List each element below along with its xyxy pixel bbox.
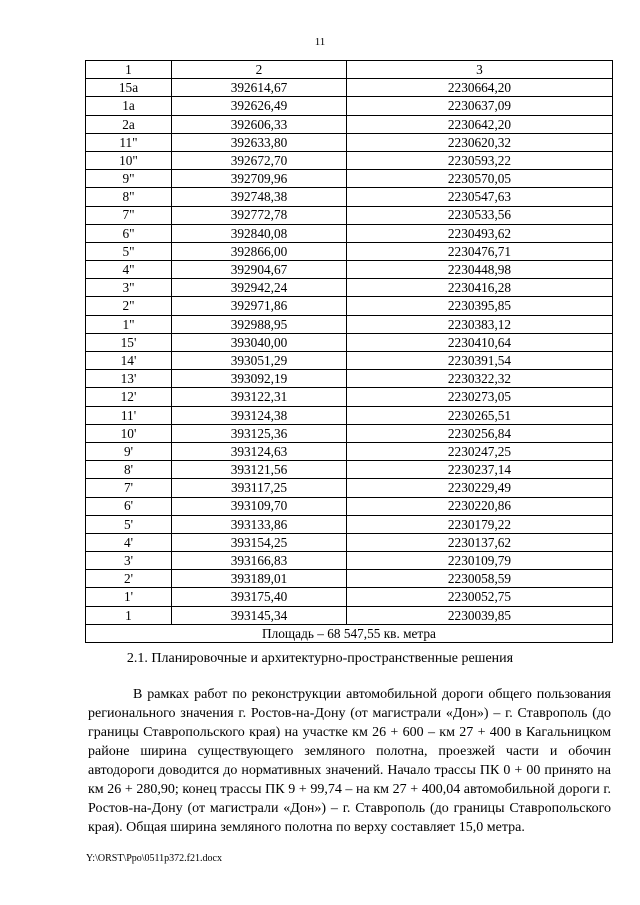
cell-point: 15а xyxy=(86,79,172,97)
body-paragraph: В рамках работ по реконструкции автомобильной дороги общего пользования регионального значения г. Ростов-на-Дону (от магистрали «Дон») – г. Ставрополь (до границы Ставропольского края) на участке км 26 + 600 – км 27 + 400 в Кагальницком районе ширина существующего земляного полотна, проезжей части и обочин автодороги доводится до нормативных значений. Начало трассы ПК 0 + 00 принято на км 26 + 280,90; конец трассы ПК 9 + 99,74 – на км 27 + 400,04 автомобильной дороги г. Ростов-на-Дону (от магистрали «Дон») – г. Ставрополь (до границы Ставропольского края). Общая ширина земляного полотна по верху составляет 15,0 метра. xyxy=(88,687,611,835)
table-row xyxy=(86,115,613,133)
cell-x: 392942,24 xyxy=(172,279,347,297)
cell-point: 10" xyxy=(86,151,172,169)
header-cell-point: 1 xyxy=(86,61,172,79)
page-number: 11 xyxy=(314,36,326,48)
cell-point: 6' xyxy=(86,497,172,515)
cell-y: 2230493,62 xyxy=(347,224,613,242)
table-row xyxy=(86,442,613,460)
cell-point: 1' xyxy=(86,588,172,606)
cell-point: 1" xyxy=(86,315,172,333)
cell-point: 2а xyxy=(86,115,172,133)
cell-point: 3" xyxy=(86,279,172,297)
cell-point: 2' xyxy=(86,570,172,588)
table-row xyxy=(86,188,613,206)
cell-y: 2230137,62 xyxy=(347,533,613,551)
cell-point: 7" xyxy=(86,206,172,224)
cell-x: 393051,29 xyxy=(172,352,347,370)
cell-x: 393122,31 xyxy=(172,388,347,406)
cell-x: 392840,08 xyxy=(172,224,347,242)
cell-y: 2230395,85 xyxy=(347,297,613,315)
cell-x: 393117,25 xyxy=(172,479,347,497)
table-row xyxy=(86,533,613,551)
cell-y: 2230247,25 xyxy=(347,442,613,460)
cell-y: 2230383,12 xyxy=(347,315,613,333)
cell-x: 392971,86 xyxy=(172,297,347,315)
table-row xyxy=(86,79,613,97)
table-row xyxy=(86,497,613,515)
cell-y: 2230052,75 xyxy=(347,588,613,606)
file-path-footer: Y:\ORST\Ppo\0511p372.f21.docx xyxy=(86,853,222,864)
table-row xyxy=(86,406,613,424)
cell-y: 2230322,32 xyxy=(347,370,613,388)
cell-x: 393189,01 xyxy=(172,570,347,588)
cell-x: 393145,34 xyxy=(172,606,347,624)
cell-x: 392633,80 xyxy=(172,133,347,151)
cell-point: 5" xyxy=(86,242,172,260)
cell-y: 2230179,22 xyxy=(347,515,613,533)
cell-x: 393121,56 xyxy=(172,461,347,479)
cell-y: 2230265,51 xyxy=(347,406,613,424)
table-row xyxy=(86,224,613,242)
cell-y: 2230593,22 xyxy=(347,151,613,169)
table-row xyxy=(86,206,613,224)
table-row xyxy=(86,333,613,351)
cell-x: 393154,25 xyxy=(172,533,347,551)
table-row xyxy=(86,606,613,624)
header-cell-x: 2 xyxy=(172,61,347,79)
cell-y: 2230570,05 xyxy=(347,170,613,188)
cell-y: 2230476,71 xyxy=(347,242,613,260)
cell-x: 393109,70 xyxy=(172,497,347,515)
cell-point: 8' xyxy=(86,461,172,479)
cell-y: 2230391,54 xyxy=(347,352,613,370)
cell-x: 393040,00 xyxy=(172,333,347,351)
cell-point: 9' xyxy=(86,442,172,460)
table-row xyxy=(86,133,613,151)
cell-y: 2230620,32 xyxy=(347,133,613,151)
cell-y: 2230410,64 xyxy=(347,333,613,351)
table-row xyxy=(86,242,613,260)
cell-x: 392988,95 xyxy=(172,315,347,333)
table-row xyxy=(86,352,613,370)
area-cell: Площадь – 68 547,55 кв. метра xyxy=(86,624,613,642)
cell-point: 8" xyxy=(86,188,172,206)
cell-x: 392672,70 xyxy=(172,151,347,169)
coordinates-table-body xyxy=(86,61,613,625)
cell-y: 2230273,05 xyxy=(347,388,613,406)
table-row xyxy=(86,461,613,479)
table-row xyxy=(86,552,613,570)
cell-point: 2" xyxy=(86,297,172,315)
table-row xyxy=(86,151,613,169)
cell-x: 393166,83 xyxy=(172,552,347,570)
area-row xyxy=(86,624,613,642)
table-header-row xyxy=(86,61,613,79)
cell-point: 9" xyxy=(86,170,172,188)
cell-point: 14' xyxy=(86,352,172,370)
cell-y: 2230220,86 xyxy=(347,497,613,515)
cell-x: 392606,33 xyxy=(172,115,347,133)
cell-y: 2230039,85 xyxy=(347,606,613,624)
table-row xyxy=(86,279,613,297)
cell-point: 1 xyxy=(86,606,172,624)
header-cell-y: 3 xyxy=(347,61,613,79)
cell-point: 7' xyxy=(86,479,172,497)
cell-x: 392904,67 xyxy=(172,261,347,279)
cell-point: 5' xyxy=(86,515,172,533)
table-row xyxy=(86,424,613,442)
cell-x: 393092,19 xyxy=(172,370,347,388)
cell-point: 13' xyxy=(86,370,172,388)
cell-x: 392866,00 xyxy=(172,242,347,260)
cell-y: 2230109,79 xyxy=(347,552,613,570)
table-row xyxy=(86,261,613,279)
table-row xyxy=(86,388,613,406)
cell-x: 392772,78 xyxy=(172,206,347,224)
table-row xyxy=(86,170,613,188)
cell-y: 2230637,09 xyxy=(347,97,613,115)
cell-x: 393175,40 xyxy=(172,588,347,606)
cell-y: 2230664,20 xyxy=(347,79,613,97)
table-row xyxy=(86,479,613,497)
cell-y: 2230229,49 xyxy=(347,479,613,497)
table-row xyxy=(86,570,613,588)
cell-y: 2230642,20 xyxy=(347,115,613,133)
cell-x: 393124,63 xyxy=(172,442,347,460)
coordinates-table xyxy=(85,60,613,643)
cell-point: 11' xyxy=(86,406,172,424)
cell-y: 2230547,63 xyxy=(347,188,613,206)
cell-y: 2230533,56 xyxy=(347,206,613,224)
cell-point: 6" xyxy=(86,224,172,242)
table-row xyxy=(86,97,613,115)
cell-x: 392709,96 xyxy=(172,170,347,188)
cell-point: 15' xyxy=(86,333,172,351)
cell-y: 2230448,98 xyxy=(347,261,613,279)
cell-x: 392748,38 xyxy=(172,188,347,206)
cell-point: 12' xyxy=(86,388,172,406)
cell-y: 2230416,28 xyxy=(347,279,613,297)
table-row xyxy=(86,315,613,333)
cell-point: 3' xyxy=(86,552,172,570)
cell-x: 393125,36 xyxy=(172,424,347,442)
cell-y: 2230256,84 xyxy=(347,424,613,442)
cell-x: 392614,67 xyxy=(172,79,347,97)
cell-y: 2230237,14 xyxy=(347,461,613,479)
cell-y: 2230058,59 xyxy=(347,570,613,588)
cell-point: 11" xyxy=(86,133,172,151)
table-row xyxy=(86,370,613,388)
cell-point: 10' xyxy=(86,424,172,442)
cell-x: 392626,49 xyxy=(172,97,347,115)
cell-point: 4" xyxy=(86,261,172,279)
table-row xyxy=(86,515,613,533)
cell-point: 1а xyxy=(86,97,172,115)
table-row xyxy=(86,297,613,315)
cell-point: 4' xyxy=(86,533,172,551)
cell-x: 393133,86 xyxy=(172,515,347,533)
cell-x: 393124,38 xyxy=(172,406,347,424)
table-row xyxy=(86,588,613,606)
section-heading: 2.1. Планировочные и архитектурно-пространственные решения xyxy=(126,651,514,666)
